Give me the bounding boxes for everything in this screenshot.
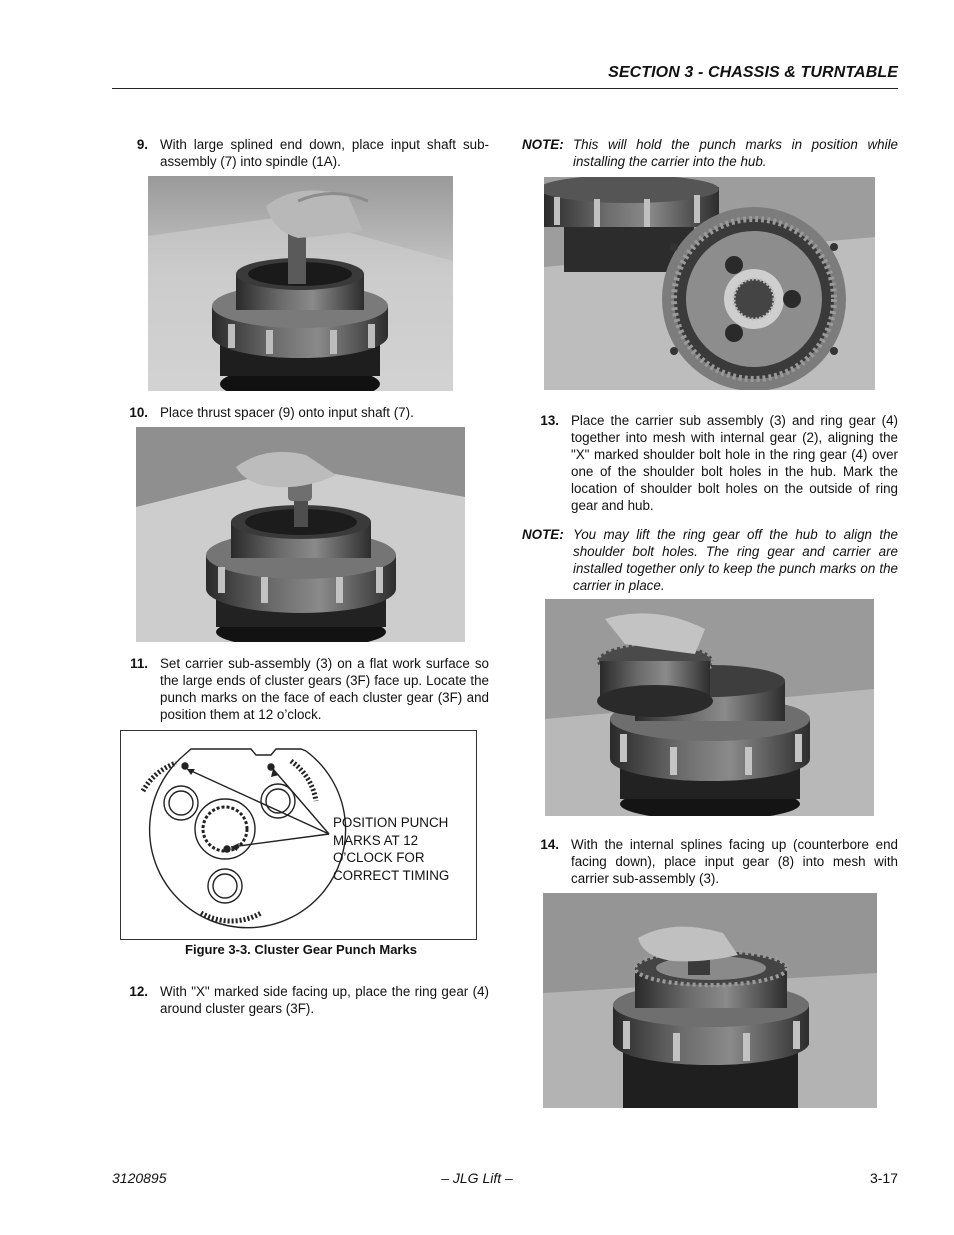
step-14 <box>539 836 898 887</box>
step-text: Place thrust spacer (9) onto input shaft (7). <box>160 405 414 420</box>
photo-input-shaft-into-spindle <box>148 176 453 391</box>
document-number: 3120895 <box>112 1170 167 1186</box>
step-number: 13. <box>540 413 559 428</box>
note-label: NOTE: <box>522 527 564 542</box>
step-text: With large splined end down, place input shaft sub-assembly (7) into spindle (1A). <box>160 137 489 169</box>
step-text: With the internal splines facing up (counterbore end facing down), place input gear (8) into mesh with carrier sub-assembly (3). <box>571 837 898 886</box>
callout-line: O’CLOCK FOR <box>333 850 425 865</box>
callout-line: MARKS AT 12 <box>333 832 419 848</box>
header-divider <box>112 88 898 89</box>
step-10 <box>128 404 489 421</box>
step-12 <box>128 983 489 1017</box>
photo-installing-carrier-into-hub <box>545 599 874 816</box>
note-1 <box>522 136 898 170</box>
note-2 <box>522 526 898 594</box>
step-13 <box>539 412 898 514</box>
step-text: With "X" marked side facing up, place the ring gear (4) around cluster gears (3F). <box>160 984 489 1016</box>
step-9 <box>128 136 489 170</box>
note-text: You may lift the ring gear off the hub to align the shoulder bolt holes. The ring gear and carrier are installed together only to keep the punch marks on the carrier in place. <box>573 527 898 593</box>
callout-line: CORRECT TIMING <box>333 867 450 883</box>
callout-line: POSITION PUNCH <box>333 815 449 830</box>
photo-carrier-and-ring-gear <box>544 177 875 390</box>
step-text: Set carrier sub-assembly (3) on a flat work surface so the large ends of cluster gears (3F) face up. Locate the punch marks on the face of each cluster gear (3F) and position them at 12 o’clock. <box>160 656 489 722</box>
step-number: 14. <box>540 837 559 852</box>
step-11 <box>128 655 489 723</box>
figure-caption: Figure 3-3. Cluster Gear Punch Marks <box>185 942 417 957</box>
figure-cluster-gear-diagram <box>120 730 477 940</box>
footer-center: – JLG Lift – <box>441 1170 513 1186</box>
step-number: 11. <box>130 656 148 671</box>
step-number: 9. <box>136 137 148 152</box>
note-text: This will hold the punch marks in position while installing the carrier into the hub. <box>573 137 898 169</box>
note-label: NOTE: <box>522 137 564 152</box>
step-text: Place the carrier sub assembly (3) and ring gear (4) together into mesh with internal gear (2), aligning the "X" marked shoulder bolt hole in the ring gear (4) over one of the shoulder bolt holes in the hub. Mark the location of shoulder bolt holes on the outside of ring gear and hub. <box>571 413 898 513</box>
step-number: 12. <box>129 984 148 999</box>
figure-callout <box>333 814 473 884</box>
page-number: 3-17 <box>869 1170 898 1186</box>
section-title: SECTION 3 - CHASSIS & TURNTABLE <box>608 64 898 81</box>
photo-thrust-spacer <box>136 427 465 642</box>
photo-input-gear-into-carrier <box>543 893 877 1108</box>
step-number: 10. <box>129 405 148 420</box>
